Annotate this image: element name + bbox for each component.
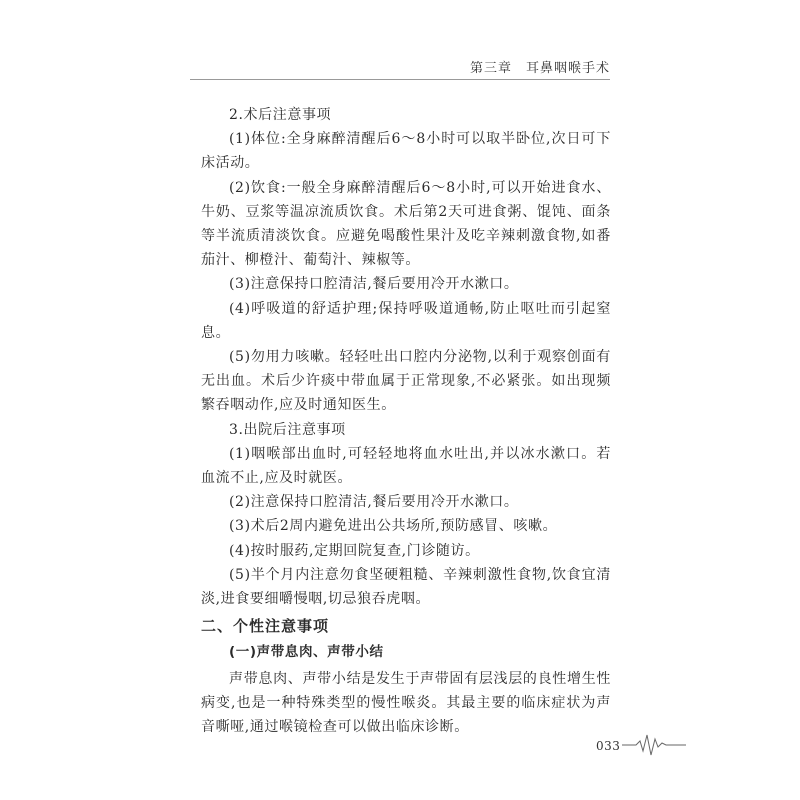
postop-item-2: (2)饮食:一般全身麻醉清醒后6～8小时,可以开始进食水、牛奶、豆浆等温凉流质饮食。术后第2天可进食粥、馄饨、面条等半流质清淡饮食。应避免喝酸性果汁及吃辛辣刺激食物,如番茄汁、柳橙汁、葡萄汁、辣椒等。 xyxy=(201,179,611,269)
discharge-item-2: (2)注意保持口腔清洁,餐后要用冷开水漱口。 xyxy=(229,494,519,511)
page-number: 033 xyxy=(596,739,621,753)
header-rule xyxy=(190,79,610,80)
chapter-title: 耳鼻咽喉手术 xyxy=(525,61,610,76)
postop-item-1: (1)体位:全身麻醉清醒后6～8小时可以取半卧位,次日可下床活动。 xyxy=(201,131,611,172)
running-header xyxy=(470,57,610,76)
discharge-item-5: (5)半个月内注意勿食坚硬粗糙、辛辣刺激性食物,饮食宜清淡,进食要细嚼慢咽,切忌狼吞虎咽。 xyxy=(201,566,611,608)
heartbeat-line-icon xyxy=(622,731,686,759)
section-heading-discharge: 3.出院后注意事项 xyxy=(229,421,346,438)
discharge-item-4: (4)按时服药,定期回院复查,门诊随访。 xyxy=(229,542,480,559)
discharge-item-3: (3)术后2周内避免进出公共场所,预防感冒、咳嗽。 xyxy=(229,518,558,535)
postop-item-4: (4)呼吸道的舒适护理;保持呼吸道通畅,防止呕吐而引起窒息。 xyxy=(201,300,611,341)
vocal-paragraph: 声带息肉、声带小结是发生于声带固有层浅层的良性增生性病变,也是一种特殊类型的慢性喉炎。其最主要的临床症状为声音嘶哑,通过喉镜检查可以做出临床诊断。 xyxy=(201,670,611,736)
discharge-item-1: (1)咽喉部出血时,可轻轻地将血水吐出,并以冰水漱口。若血流不止,应及时就医。 xyxy=(201,445,611,487)
chapter-number: 第三章 xyxy=(469,61,512,76)
part-heading-individual: 二、个性注意事项 xyxy=(201,617,330,636)
body-text xyxy=(201,103,611,739)
postop-item-3: (3)注意保持口腔清洁,餐后要用冷开水漱口。 xyxy=(229,276,519,293)
postop-item-5: (5)勿用力咳嗽。轻轻吐出口腔内分泌物,以利于观察创面有无出血。术后少许痰中带血属于正常现象,不必紧张。如出现频繁吞咽动作,应及时通知医生。 xyxy=(201,349,611,414)
section-heading-postop: 2.术后注意事项 xyxy=(229,107,332,123)
subsection-heading-vocal: (一)声带息肉、声带小结 xyxy=(229,644,384,661)
